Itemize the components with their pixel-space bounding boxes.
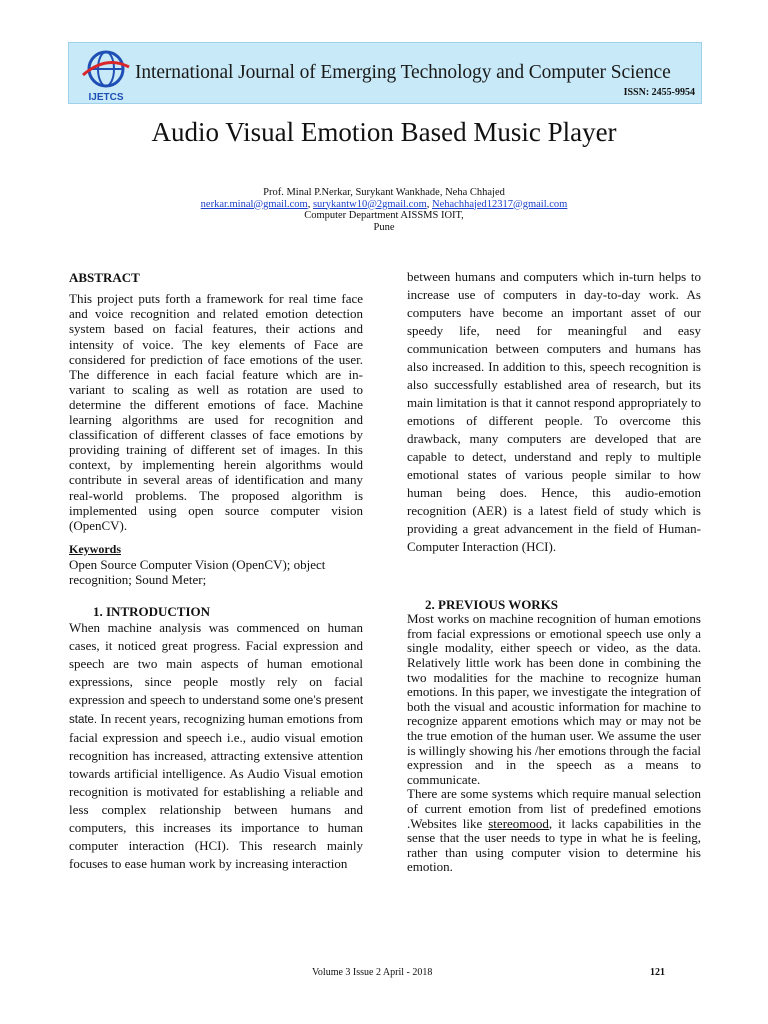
previous-works-part-a: There are some systems which require manual selection of current emotion from list of predefined emotions .Websites like [407, 786, 701, 831]
author-block [0, 187, 768, 233]
issn: ISSN: 2455-9954 [623, 87, 695, 98]
city: Pune [373, 221, 395, 233]
intro-part-3: In recent years, recognizing human emotions from facial expression and speech i.e., audio visual emotion recognition has increased, attracting extensive attention towards artificial intelligence. As Audio Visual emotion recognition is motivated for establishing a reliable and less complex relationship between humans and computers, this increases its importance to human computer interaction (HCI). This research mainly focuses to ease human work by increasing interaction [69, 710, 363, 871]
affiliation: Computer Department AISSMS IOIT, [304, 210, 464, 221]
previous-works-text-1: Most works on machine recognition of human emotions from facial expressions or emotional speech use only a single modality, either speech or video, as the data. Relatively little work has been done in combining the two modalities for the machine to recognize human emotions. In this paper, we investigate the integration of both the visual and acoustic information for machine to recognize apparent emotions which may or may not be the true emotion of the human user. We assume the user is willingly showing his /her emotions through the facial expression and in the speech as a means to communicate. [407, 611, 701, 787]
keywords-text: Open Source Computer Vision (OpenCV); object recognition; Sound Meter; [69, 557, 326, 588]
introduction-continuation: between humans and computers which in-turn helps to increase use of computers in day-to-day work. As computers have become an important asset of our speedy life, need for meaningful and easy communication between computers and humans has also increased. In addition to this, speech recognition is also successfully established area of research, but its main limitation is that it cannot respond appropriately to emotions of different people. To overcome this drawback, many computers are developed that are capable to detect, understand and reply to multiple emotional states of various people similar to how human being does. Hence, this audio-emotion recognition (AER) is a latest field of study which is providing a great advancement in the field of Human-Computer Interaction (HCI). [407, 269, 701, 554]
email-link-1[interactable]: nerkar.minal@gmail.com [200, 198, 308, 210]
intro-part-2: some one’s present state. [69, 694, 364, 726]
author-emails [0, 199, 768, 211]
intro-part-1: When machine analysis was commenced on human cases, it noticed great progress. Facial expression and speech are two main aspects of human emotional expressions, since people mostly rely on facial expression and speech to understand [69, 619, 363, 707]
left-column [69, 270, 363, 873]
paper-title: Audio Visual Emotion Based Music Player [151, 117, 617, 147]
volume-info: Volume 3 Issue 2 April - 2018 [312, 967, 433, 978]
page-number: 121 [650, 967, 665, 978]
journal-banner [68, 42, 702, 104]
email-link-2[interactable]: surykantw10@2gmail.com [312, 198, 427, 210]
journal-name: International Journal of Emerging Technology and Computer Science [135, 62, 671, 83]
keywords-heading: Keywords [69, 541, 121, 556]
logo-text: IJETCS [88, 92, 124, 103]
email-link-3[interactable]: Nehachhajed12317@gmail.com [432, 198, 568, 210]
email-separator-2: , [426, 198, 432, 210]
previous-works-heading: 2. PREVIOUS WORKS [425, 597, 559, 612]
stereomood-link[interactable]: stereomood [488, 815, 549, 831]
abstract-heading: ABSTRACT [69, 270, 140, 285]
abstract-text: This project puts forth a framework for real time face and voice recognition and related emotion detection system based on facial features, their actions and intensity of voice. The key elements of Face are considered for prediction of face emotions of the user. The difference in each facial feature which are in-variant to scaling as well as rotation are used to determine the different emotions of face. Machine learning algorithms are used for recognition and classification of different classes of face emotions by providing training of different set of images. In this context, by implementing herein algorithms would contribute in several areas of identification and many real-world problems. The proposed algorithm is implemented using open source computer vision (OpenCV). [69, 291, 363, 533]
previous-works-part-b: , it lacks capabilities in the sense that the user needs to type in what he is feeling, rather than using computer vision to determine his emotion. [407, 815, 701, 875]
introduction-heading: 1. INTRODUCTION [93, 603, 211, 619]
right-column [407, 268, 701, 875]
email-separator-1: , [307, 198, 313, 210]
author-names: Prof. Minal P.Nerkar, Surykant Wankhade, Neha Chhajed [263, 187, 505, 198]
journal-logo-icon [77, 45, 135, 103]
introduction-text [69, 619, 363, 873]
previous-works-text-2 [407, 787, 701, 875]
